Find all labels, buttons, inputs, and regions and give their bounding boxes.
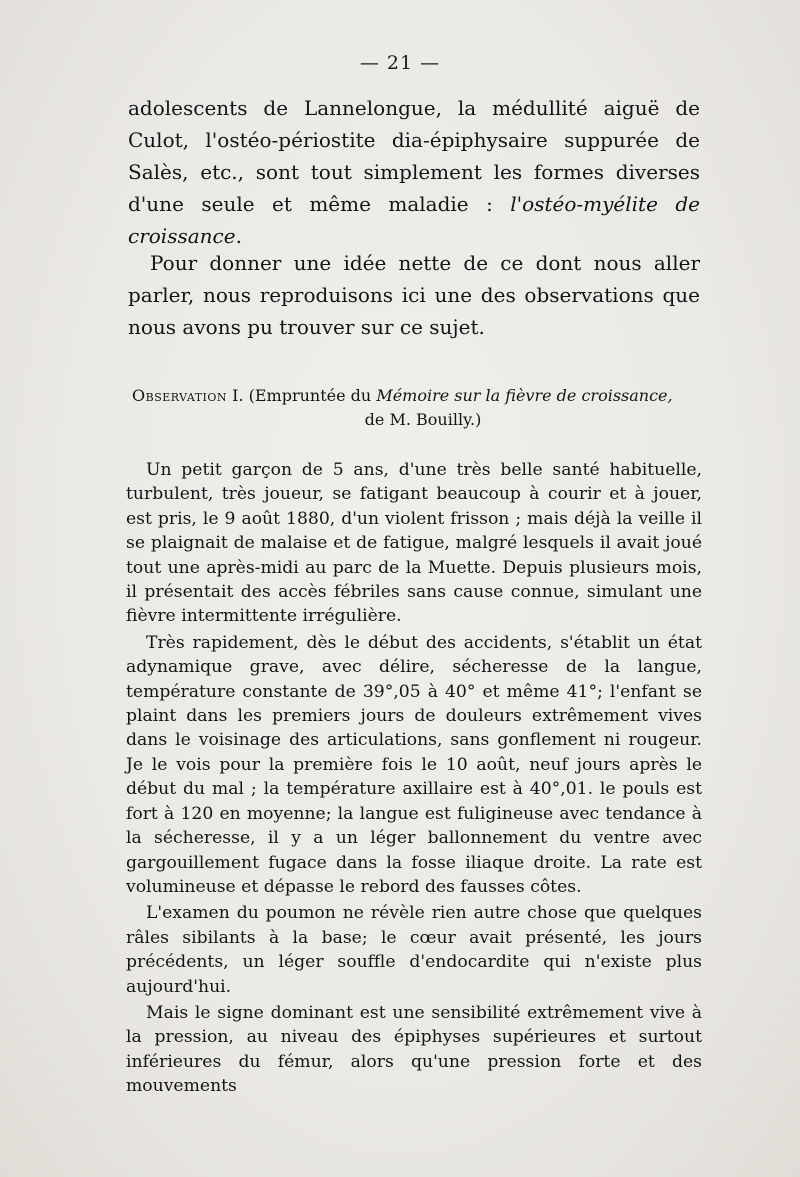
transition-text: Pour donner une idée nette de ce dont nous aller parler, nous reproduisons ici une des observations que nous avons pu trouver sur ce sujet. <box>128 251 700 339</box>
intro-text-main: adolescents de Lannelongue, la médullité aiguë de Culot, l'ostéo-périostite dia-épiphysaire suppurée de Salès, etc., sont tout simplement les formes diverses d'une seule et même maladie : <box>128 96 700 216</box>
observation-paragraph: Mais le signe dominant est une sensibilité extrêmement vive à la pression, au niveau des épiphyses supérieures et surtout inférieures du fémur, alors qu'une pression forte et des mouvements <box>126 1002 702 1097</box>
transition-paragraph <box>128 247 700 343</box>
intro-italic-term: l'ostéo-myélite de croissance <box>128 192 700 248</box>
observation-paragraph: Un petit garçon de 5 ans, d'une très belle santé habituelle, turbulent, très joueur, se fatigant beaucoup à courir et à jouer, est pris, le 9 août 1880, d'un violent frisson ; mais déjà la veille il se plaignait de malaise et de fatigue, malgré lesquels il avait joué tout une après-midi au parc de la Muette. Depuis plusieurs mois, il présentait des accès fébriles sans cause connue, simulant une fièvre intermittente irrégulière. <box>126 460 702 627</box>
observation-label: Observation <box>132 386 228 405</box>
observation-number: I. <box>232 386 244 405</box>
observation-source-title: Mémoire sur la fièvre de croissance, <box>376 386 673 405</box>
observation-source-prefix: (Empruntée du <box>248 386 372 405</box>
observation-body <box>126 458 702 1099</box>
observation-paragraph: Très rapidement, dès le début des accidents, s'établit un état adynamique grave, avec délire, sécheresse de la langue, température constante de 39°,05 à 40° et même 41°; l'enfant se plaint dans les premiers jours de douleurs extrêmement vives dans le voisinage des articulations, sans gonflement ni rougeur. Je le vois pour la première fois le 10 août, neuf jours après le début du mal ; la température axillaire est à 40°,01. le pouls est fort à 120 en moyenne; la langue est fuligineuse avec tendance à la sécheresse, il y a un léger ballonnement du ventre avec gargouillement fugace dans la fosse iliaque droite. La rate est volumineuse et dépasse le rebord des fausses côtes. <box>126 632 702 897</box>
observation-heading <box>128 384 700 432</box>
observation-source-author: de M. Bouilly.) <box>364 410 482 429</box>
observation-paragraph: L'examen du poumon ne révèle rien autre chose que quelques râles sibilants à la base; le cœur avait présenté, les jours précédents, un léger souffle d'endocardite qui n'existe plus aujourd'hui. <box>126 903 702 997</box>
intro-text <box>128 92 700 252</box>
page-number: — 21 — <box>359 52 441 74</box>
intro-paragraph <box>128 92 700 252</box>
intro-text-end: . <box>235 224 242 248</box>
observation-heading-line1 <box>128 384 700 408</box>
